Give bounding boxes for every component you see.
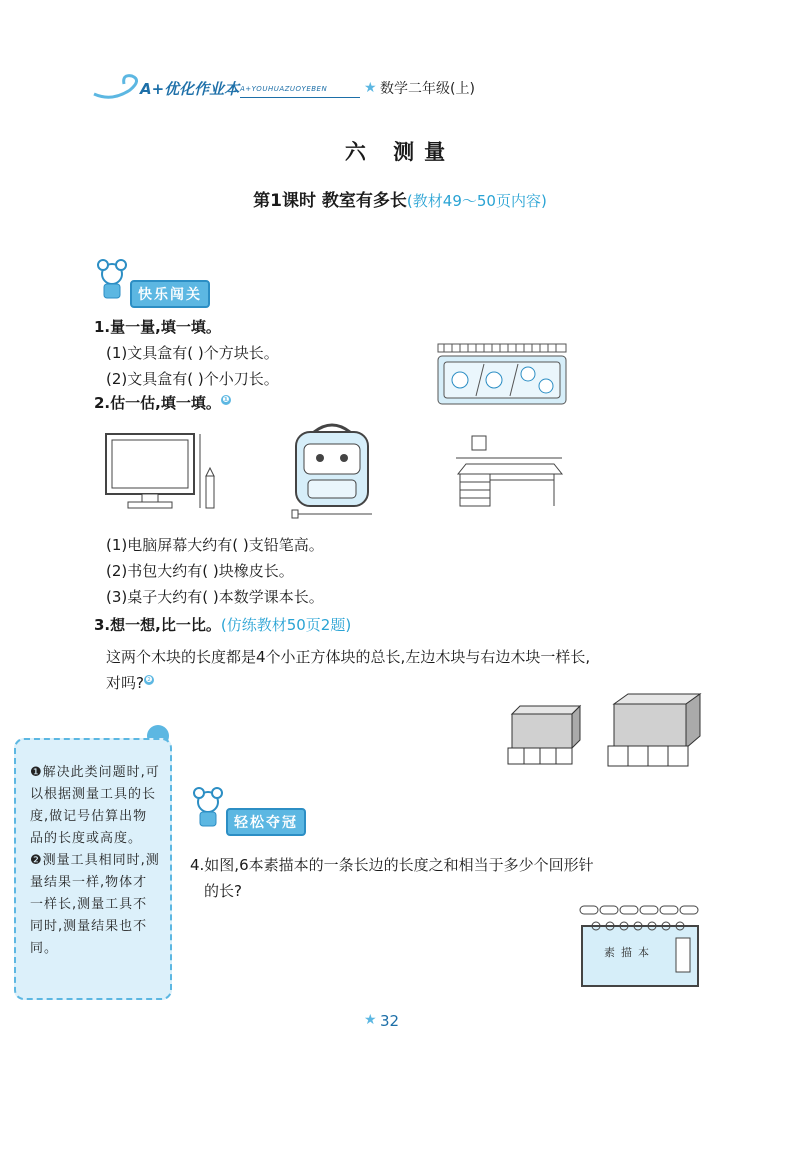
q3-text-2: 对吗? (106, 674, 144, 692)
q1-item-1: (1)文具盒有( )个方块长。 (106, 344, 279, 362)
lesson-title (0, 186, 800, 211)
q3 (94, 612, 590, 696)
q4 (190, 852, 594, 904)
section-badge-kuaile: 快乐闯关 (130, 280, 210, 308)
computer-monitor-illustration (104, 432, 222, 514)
q3-source: (仿练教材50页2题) (220, 616, 352, 634)
tip-box (14, 738, 172, 1000)
mouse-mascot-icon (90, 258, 134, 302)
header-rule (240, 97, 360, 98)
q4-line-1: 4.如图,6本素描本的一条长边的长度之和相当于多少个回形针 (190, 856, 594, 874)
q2-item-2: (2)书包大约有( )块橡皮长。 (106, 562, 294, 580)
brand-name: A+优化作业本 (140, 80, 240, 98)
tip-paragraph-2: ❷测量工具相同时,测量结果一样,物体才一样长,测量工具不同时,测量结果也不同。 (30, 853, 160, 956)
note-marker-2: ❷ (145, 675, 153, 684)
chapter-title: 六 测量 (344, 139, 456, 164)
q2-items (106, 532, 324, 610)
q1-item-2: (2)文具盒有( )个小刀长。 (106, 370, 279, 388)
q3-title: 3.想一想,比一比。 (94, 616, 221, 634)
q2-item-1: (1)电脑屏幕大约有( )支铅笔高。 (106, 536, 324, 554)
q2-title (94, 390, 231, 416)
brand-subtitle: A+YOUHUAZUOYEBEN (240, 85, 328, 93)
tip-paragraph-1: ❶解决此类问题时,可以根据测量工具的长度,做记号估算出物品的长度或高度。 (30, 765, 160, 846)
section-badge-qingsong: 轻松夺冠 (226, 808, 306, 836)
q2-item-3: (3)桌子大约有( )本数学课本长。 (106, 588, 324, 606)
q3-text-1: 这两个木块的长度都是4个小正方体块的总长,左边木块与右边木块一样长, (106, 648, 591, 666)
star-icon: ★ (364, 1012, 377, 1028)
star-icon: ★ (364, 80, 377, 96)
wood-blocks-illustration (506, 692, 706, 768)
sketchbook-label: 素描本 (604, 946, 655, 959)
desk-illustration (454, 434, 564, 510)
q1-title: 1.量一量,填一填。 (94, 318, 221, 336)
schoolbag-illustration (286, 420, 378, 520)
q1 (94, 314, 279, 392)
lesson-name: 第1课时 教室有多长 (253, 191, 407, 211)
note-marker-1: ❶ (222, 395, 230, 404)
grade-label: 数学二年级(上) (380, 81, 475, 97)
page-number: 32 (380, 1012, 400, 1030)
mouse-mascot-icon (186, 786, 230, 830)
q4-line-2: 的长? (204, 882, 242, 900)
q2-title-text: 2.估一估,填一填。 (94, 394, 221, 412)
lesson-source: (教材49～50页内容) (406, 192, 547, 210)
pencil-box-illustration (436, 342, 568, 406)
